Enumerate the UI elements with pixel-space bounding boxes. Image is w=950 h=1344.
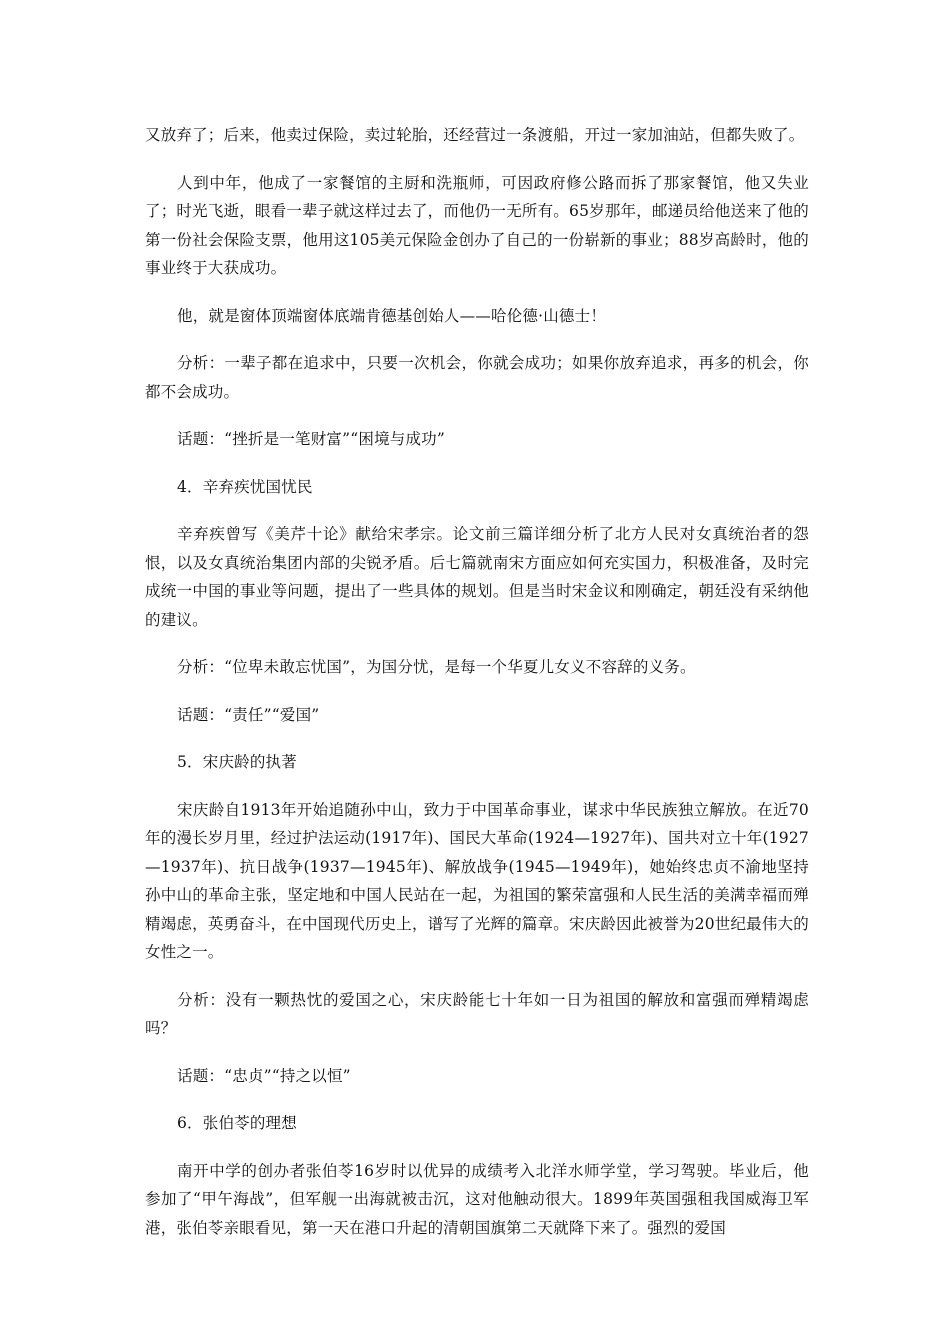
paragraph-xin-qiji-story: 辛弃疾曾写《美芹十论》献给宋孝宗。论文前三篇详细分析了北方人民对女真统治者的怨恨，以及女真统治集团内部的尖锐矛盾。后七篇就南宋方面应如何充实国力，积极准备，及时完成统一中国的事业等问题，提出了一些具体的规划。但是当时宋金议和刚确定，朝廷没有采纳他的建议。	[145, 525, 809, 629]
paragraph-sanders-identity: 他，就是窗体顶端窗体底端肯德基创始人——哈伦德·山德士！	[177, 306, 607, 325]
paragraph-xin-qiji-topic: 话题：“责任”“爱国”	[177, 705, 320, 724]
heading-zhang-boling: 6．张伯苓的理想	[177, 1114, 297, 1132]
heading-song-qingling: 5．宋庆龄的执著	[177, 753, 297, 771]
paragraph-xin-qiji-analysis: 分析：“位卑未敢忘忧国”，为国分忧，是每一个华夏儿女义不容辞的义务。	[177, 658, 696, 676]
paragraph-sanders-middle-age: 人到中年，他成了一家餐馆的主厨和洗瓶师，可因政府修公路而拆了那家餐馆，他又失业了；时光飞逝，眼看一辈子就这样过去了，而他仍一无所有。65岁那年，邮递员给他送来了他的第一份社会保险支票，他用这105美元保险金创办了自己的一份崭新的事业；88岁高龄时，他的事业终于大获成功。	[145, 173, 809, 277]
paragraph-song-qingling-analysis: 分析：没有一颗热忱的爱国之心，宋庆龄能七十年如一日为祖国的解放和富强而殚精竭虑吗？	[145, 990, 809, 1037]
paragraph-zhang-boling-story: 南开中学的创办者张伯苓16岁时以优异的成绩考入北洋水师学堂，学习驾驶。毕业后，他参加了“甲午海战”，但军舰一出海就被击沉，这对他触动很大。1899年英国强租我国威海卫军港，张伯苓亲眼看见，第一天在港口升起的清朝国旗第二天就降下来了。强烈的爱国	[145, 1161, 809, 1237]
paragraph-sanders-topic: 话题：“挫折是一笔财富”“困境与成功”	[177, 430, 445, 448]
document-body	[145, 121, 809, 1261]
paragraph-sanders-failures: 又放弃了；后来，他卖过保险，卖过轮胎，还经营过一条渡船，开过一家加油站，但都失败了。	[145, 126, 805, 144]
paragraph-sanders-analysis: 分析：一辈子都在追求中，只要一次机会，你就会成功；如果你放弃追求，再多的机会，你都不会成功。	[145, 354, 809, 401]
paragraph-song-qingling-topic: 话题：“忠贞”“持之以恒”	[177, 1066, 351, 1085]
heading-xin-qiji: 4．辛弃疾忧国忧民	[177, 477, 313, 496]
paragraph-song-qingling-story: 宋庆龄自1913年开始追随孙中山，致力于中国革命事业，谋求中华民族独立解放。在近70年的漫长岁月里，经过护法运动(1917年)、国民大革命(1924—1927年)、国共对立十年(1927—1937年)、抗日战争(1937—1945年)、解放战争(1945—1949年)，她始终忠贞不渝地坚持孙中山的革命主张，坚定地和中国人民站在一起，为祖国的繁荣富强和人民生活的美满幸福而殚精竭虑，英勇奋斗，在中国现代历史上，谱写了光辉的篇章。宋庆龄因此被誉为20世纪最伟大的女性之一。	[145, 800, 809, 961]
